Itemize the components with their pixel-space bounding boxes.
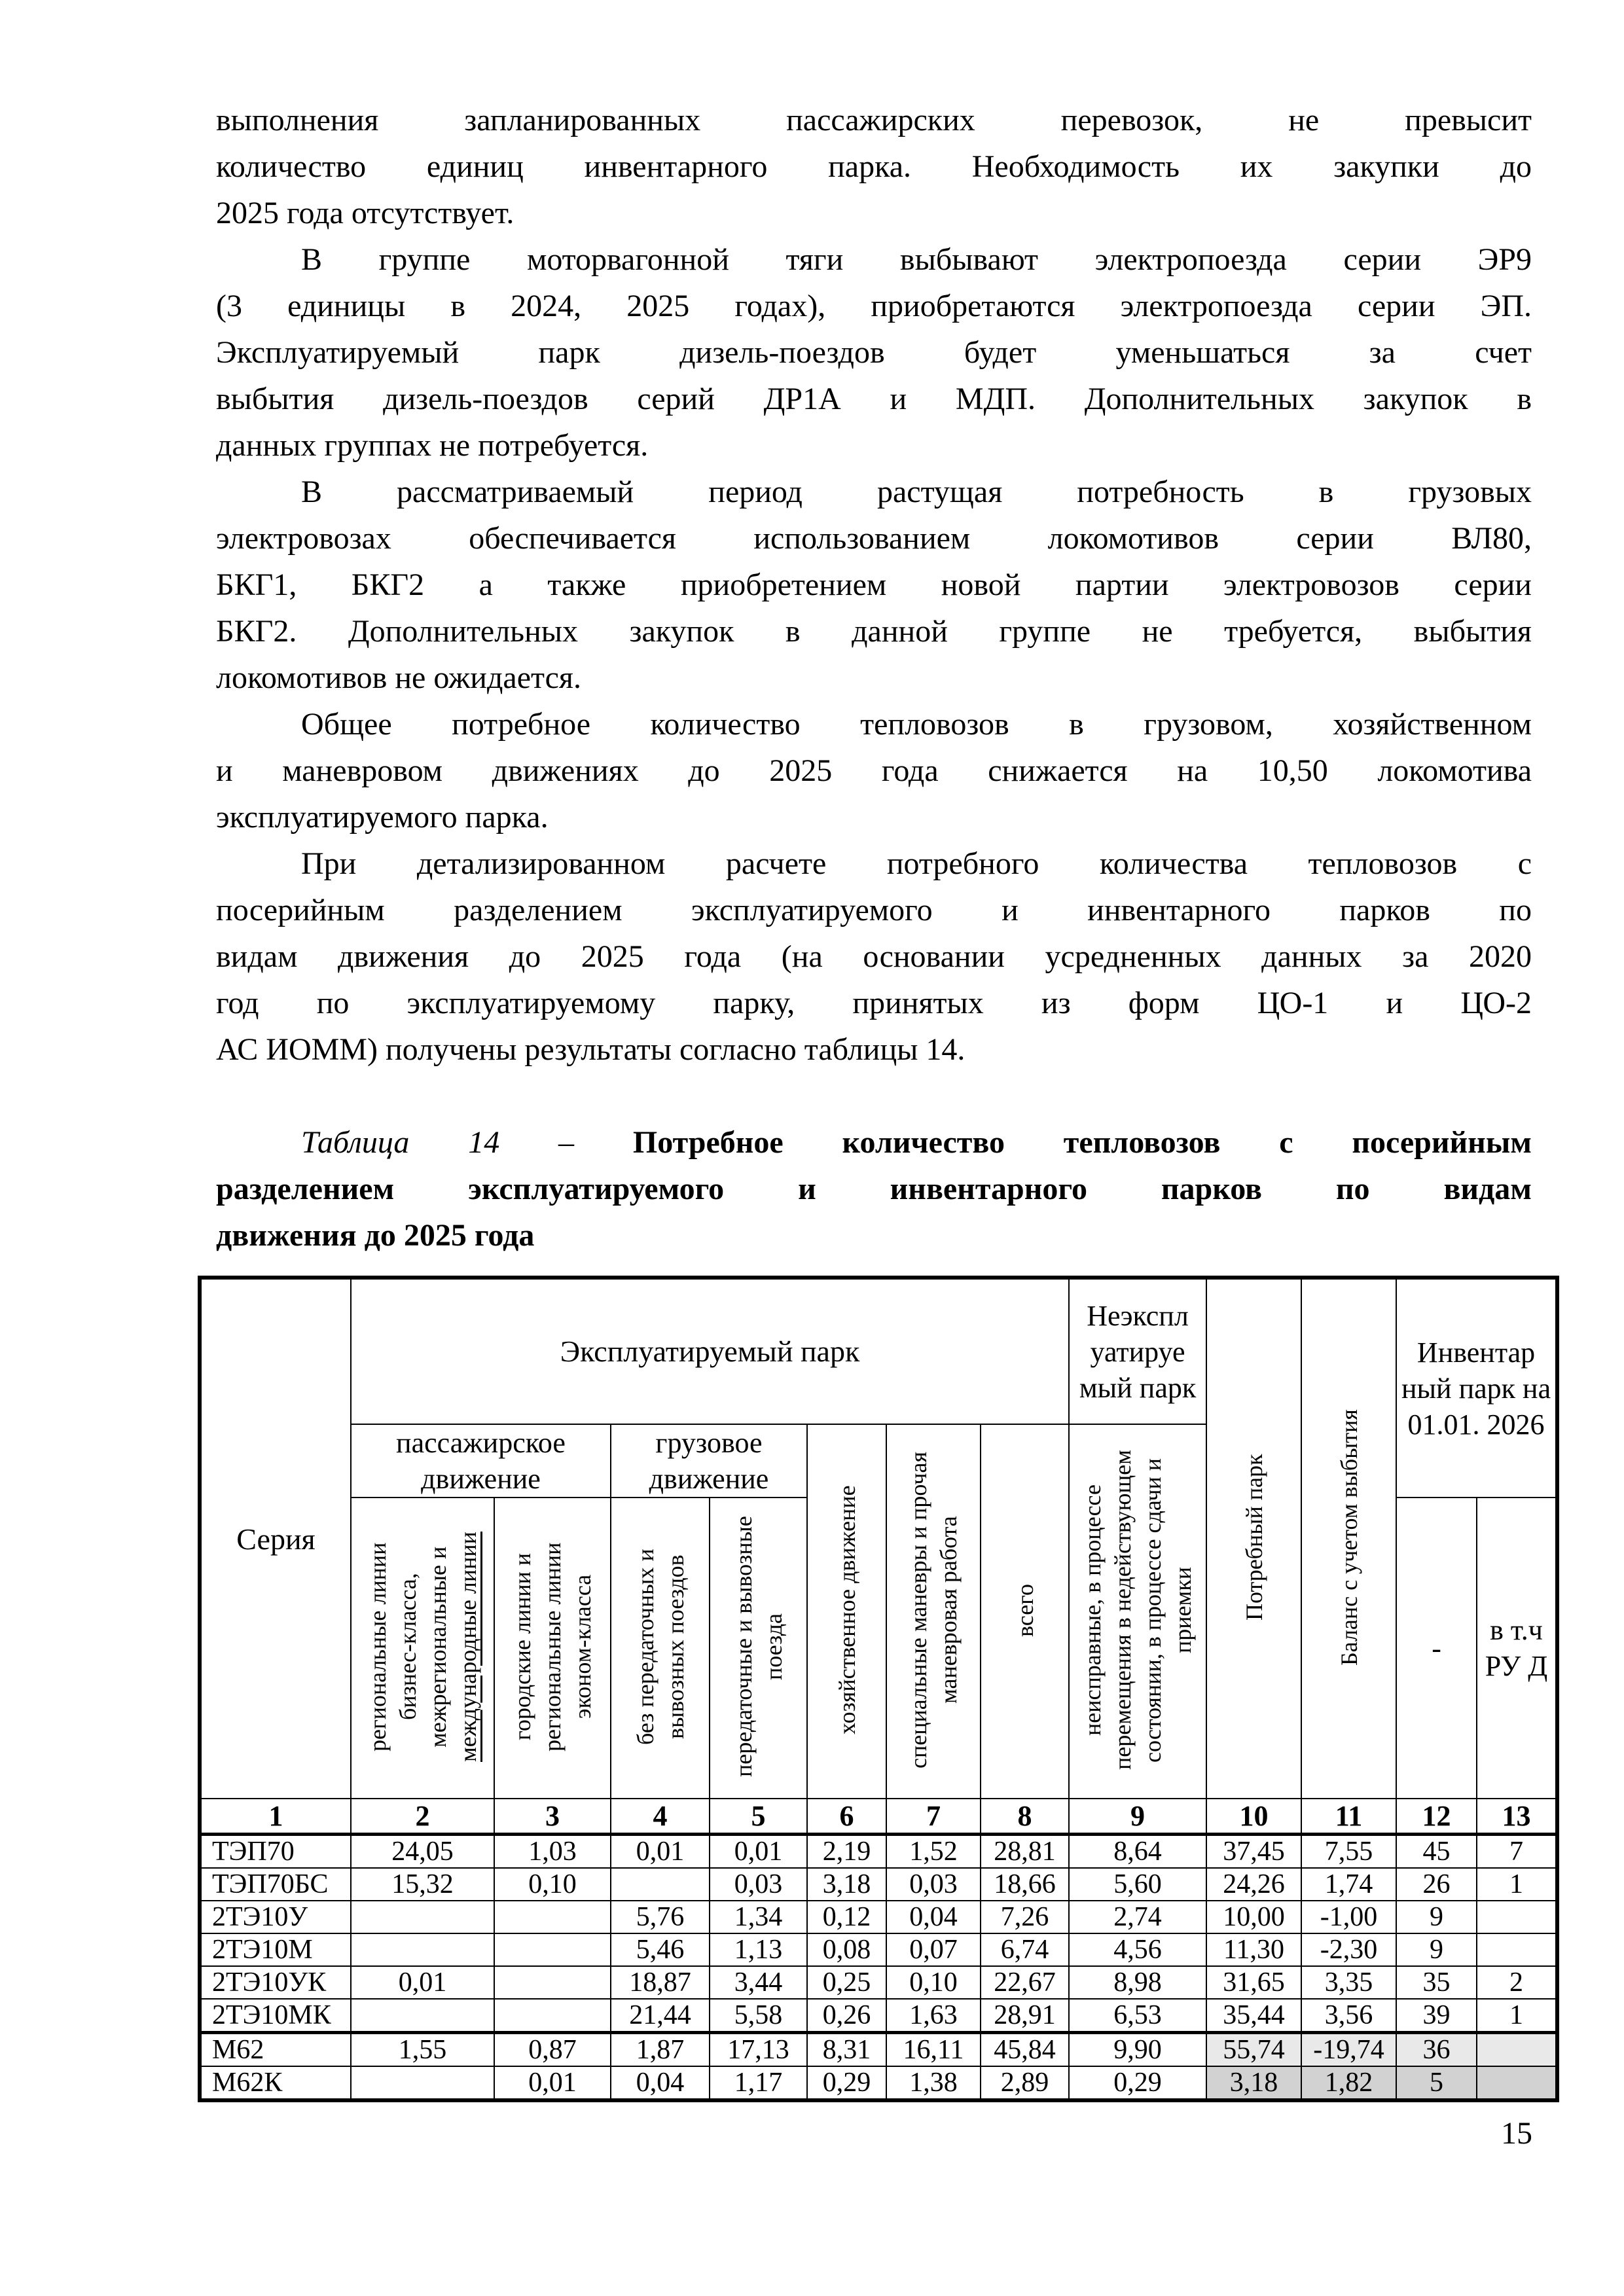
value-cell: 0,01 [710,1835,807,1869]
column-number-cell: 8 [981,1799,1069,1835]
value-cell: 0,29 [807,2066,886,2100]
header-regional-business-lines: региональные линии бизнес-класса, межрегиональные и международные линии [351,1498,494,1799]
column-number-cell: 2 [351,1799,494,1835]
column-number-cell: 1 [200,1799,351,1835]
text-line: Общее потребное количество тепловозов в грузовом, хозяйственном [301,707,1532,742]
value-cell [351,1933,494,1966]
paragraph [216,97,1532,236]
text-line: локомотивов не ожидается. [216,660,581,695]
text-line: При детализированном расчете потребного количества тепловозов с [301,846,1532,881]
value-cell: 7,55 [1301,1835,1396,1869]
value-cell: 24,26 [1206,1868,1301,1901]
value-cell: 0,04 [611,2066,710,2100]
text-line: Эксплуатируемый парк дизель-поездов будет уменьшаться за счет [216,335,1532,370]
value-cell: 1,52 [886,1835,981,1869]
value-cell: 3,18 [1206,2066,1301,2100]
value-cell: 1,38 [886,2066,981,2100]
paragraph [216,701,1532,840]
value-cell: 1 [1477,1868,1557,1901]
value-cell: 0,12 [807,1901,886,1933]
value-cell: 1,55 [351,2033,494,2067]
value-cell: 1,34 [710,1901,807,1933]
text-line: год по эксплуатируемому парку, принятых из форм ЦО-1 и ЦО-2 [216,986,1532,1020]
value-cell [494,1999,611,2033]
value-cell: 8,31 [807,2033,886,2067]
series-cell: 2ТЭ10М [200,1933,351,1966]
value-cell: -2,30 [1301,1933,1396,1966]
value-cell [1477,1901,1557,1933]
value-cell: 28,81 [981,1835,1069,1869]
header-faulty-units: неисправные, в процессе перемещения в недействующем состоянии, в процессе сдачи и приемки [1069,1424,1206,1799]
value-cell: 0,26 [807,1999,886,2033]
table-row [200,1868,1557,1901]
value-cell: 24,05 [351,1835,494,1869]
header-without-transfer-trains: без передаточных и вывозных поездов [611,1498,710,1799]
value-cell: 28,91 [981,1999,1069,2033]
value-cell: 0,08 [807,1933,886,1966]
value-cell: 15,32 [351,1868,494,1901]
header-required-park: Потребный парк [1206,1278,1301,1799]
value-cell: 37,45 [1206,1835,1301,1869]
value-cell: 22,67 [981,1966,1069,1999]
header-nonexploited-park: Неэкспл уатируе мый парк [1069,1278,1206,1424]
value-cell: 16,11 [886,2033,981,2067]
value-cell: 0,87 [494,2033,611,2067]
value-cell: 5,58 [710,1999,807,2033]
column-number-cell: 5 [710,1799,807,1835]
table-row [200,1999,1557,2033]
series-cell: 2ТЭ10У [200,1901,351,1933]
series-cell: ТЭП70БС [200,1868,351,1901]
text-line: выбытия дизель-поездов серий ДР1А и МДП. Дополнительных закупок в [216,382,1532,416]
value-cell [494,1901,611,1933]
value-cell: 1,13 [710,1933,807,1966]
value-cell: 0,03 [710,1868,807,1901]
value-cell: 7 [1477,1835,1557,1869]
value-cell [1477,1933,1557,1966]
value-cell: 6,74 [981,1933,1069,1966]
column-number-cell: 7 [886,1799,981,1835]
value-cell: 8,98 [1069,1966,1206,1999]
value-cell: 9,90 [1069,2033,1206,2067]
paragraph [216,840,1532,1073]
paragraph [216,236,1532,469]
value-cell: 0,04 [886,1901,981,1933]
value-cell [351,1901,494,1933]
text-line: электровозах обеспечивается использованием локомотивов серии ВЛ80, [216,521,1532,556]
column-number-row [200,1799,1557,1835]
value-cell: 45 [1396,1835,1477,1869]
value-cell: 5,76 [611,1901,710,1933]
value-cell: 6,53 [1069,1999,1206,2033]
value-cell: 4,56 [1069,1933,1206,1966]
header-household-traffic: хозяйственное движение [807,1424,886,1799]
value-cell: 0,01 [611,1835,710,1869]
header-series: Серия [200,1278,351,1799]
table-row [200,1966,1557,1999]
text-line: (3 единицы в 2024, 2025 годах), приобретаются электропоезда серии ЭП. [216,289,1532,323]
header-special-shunting: специальные маневры и прочая маневровая работа [886,1424,981,1799]
header-city-economy-lines: городские линии и региональные линии эконом-класса [494,1498,611,1799]
value-cell: 1,74 [1301,1868,1396,1901]
text-line: 2025 года отсутствует. [216,196,514,230]
value-cell: -19,74 [1301,2033,1396,2067]
table-row [200,2033,1557,2067]
table-row [200,1835,1557,1869]
table-row [200,1901,1557,1933]
column-number-cell: 10 [1206,1799,1301,1835]
value-cell [611,1868,710,1901]
series-cell: 2ТЭ10МК [200,1999,351,2033]
text-line: В рассматриваемый период растущая потребность в грузовых [301,475,1532,509]
table-caption-title-part: Потребное количество тепловозов с посерийным [632,1125,1532,1160]
value-cell: 18,87 [611,1966,710,1999]
text-line: количество единиц инвентарного парка. Необходимость их закупки до [216,149,1532,184]
value-cell: 0,29 [1069,2066,1206,2100]
value-cell: 35 [1396,1966,1477,1999]
value-cell: 31,65 [1206,1966,1301,1999]
column-number-cell: 4 [611,1799,710,1835]
value-cell: 1 [1477,1999,1557,2033]
value-cell: 3,44 [710,1966,807,1999]
value-cell: 11,30 [1206,1933,1301,1966]
table-caption-label: Таблица 14 – [301,1125,575,1160]
value-cell: 0,10 [494,1868,611,1901]
value-cell: 0,03 [886,1868,981,1901]
series-cell: М62 [200,2033,351,2067]
value-cell: 2 [1477,1966,1557,1999]
header-transfer-trains: передаточные и вывозные поезда [710,1498,807,1799]
header-passenger-traffic: пассажирское движение [351,1424,611,1498]
value-cell: 3,35 [1301,1966,1396,1999]
column-number-cell: 12 [1396,1799,1477,1835]
value-cell: 26 [1396,1868,1477,1901]
header-incl-rud: в т.ч РУ Д [1477,1498,1557,1799]
value-cell: 10,00 [1206,1901,1301,1933]
text-line: В группе моторвагонной тяги выбывают электропоезда серии ЭР9 [301,242,1532,277]
value-cell: 9 [1396,1933,1477,1966]
header-freight-traffic: грузовое движение [611,1424,807,1498]
value-cell: 0,01 [351,1966,494,1999]
paragraph [216,469,1532,701]
value-cell: 0,10 [886,1966,981,1999]
value-cell: 0,01 [494,2066,611,2100]
header-inventory-park: Инвентар ный парк на 01.01. 2026 [1396,1278,1557,1498]
series-cell: ТЭП70 [200,1835,351,1869]
value-cell: 0,25 [807,1966,886,1999]
page-content [212,97,1551,2102]
value-cell: 5 [1396,2066,1477,2100]
value-cell: 0,07 [886,1933,981,1966]
table-body [200,1835,1557,2101]
header-balance-with-retirement: Баланс с учетом выбытия [1301,1278,1396,1799]
text-line: посерийным разделением эксплуатируемого и инвентарного парков по [216,893,1532,927]
header-total: всего [981,1424,1069,1799]
value-cell: 45,84 [981,2033,1069,2067]
value-cell: 2,89 [981,2066,1069,2100]
text-line: АС ИОММ) получены результаты согласно таблицы 14. [216,1032,965,1067]
series-cell: 2ТЭ10УК [200,1966,351,1999]
page-number: 15 [1501,2116,1532,2151]
value-cell: 7,26 [981,1901,1069,1933]
text-line: эксплуатируемого парка. [216,800,549,834]
table-caption [216,1119,1532,1259]
text-line: и маневровом движениях до 2025 года снижается на 10,50 локомотива [216,753,1532,788]
header-dash: - [1396,1498,1477,1799]
text-line: БКГ1, БКГ2 а также приобретением новой партии электровозов серии [216,567,1532,602]
value-cell: 17,13 [710,2033,807,2067]
value-cell: 1,03 [494,1835,611,1869]
caption-line: разделением эксплуатируемого и инвентарного парков по видам [216,1172,1532,1206]
column-number-cell: 9 [1069,1799,1206,1835]
caption-line [216,1119,1532,1166]
value-cell: 55,74 [1206,2033,1301,2067]
value-cell: 18,66 [981,1868,1069,1901]
column-number-cell: 13 [1477,1799,1557,1835]
column-number-cell: 11 [1301,1799,1396,1835]
table-row [200,2066,1557,2100]
value-cell: 9 [1396,1901,1477,1933]
value-cell: 3,56 [1301,1999,1396,2033]
text-line: видам движения до 2025 года (на основании усредненных данных за 2020 [216,939,1532,974]
value-cell [351,1999,494,2033]
value-cell: 1,17 [710,2066,807,2100]
series-cell: М62К [200,2066,351,2100]
column-number-cell: 3 [494,1799,611,1835]
value-cell [494,1933,611,1966]
text-line: выполнения запланированных пассажирских перевозок, не превысит [216,103,1532,137]
value-cell: 8,64 [1069,1835,1206,1869]
text-line: данных группах не потребуется. [216,428,649,463]
value-cell: 3,18 [807,1868,886,1901]
value-cell [494,1966,611,1999]
value-cell: 35,44 [1206,1999,1301,2033]
text-line: БКГ2. Дополнительных закупок в данной группе не требуется, выбытия [216,614,1532,649]
value-cell: 5,46 [611,1933,710,1966]
value-cell: 36 [1396,2033,1477,2067]
value-cell: -1,00 [1301,1901,1396,1933]
value-cell: 1,63 [886,1999,981,2033]
header-exploited-park: Эксплуатируемый парк [351,1278,1069,1424]
value-cell [1477,2066,1557,2100]
column-number-cell: 6 [807,1799,886,1835]
value-cell [1477,2033,1557,2067]
value-cell: 2,74 [1069,1901,1206,1933]
value-cell: 2,19 [807,1835,886,1869]
value-cell: 1,82 [1301,2066,1396,2100]
value-cell: 21,44 [611,1999,710,2033]
value-cell: 1,87 [611,2033,710,2067]
value-cell: 39 [1396,1999,1477,2033]
value-cell: 5,60 [1069,1868,1206,1901]
value-cell [351,2066,494,2100]
table-row [200,1933,1557,1966]
table-14 [198,1276,1559,2102]
caption-line: движения до 2025 года [216,1218,535,1253]
